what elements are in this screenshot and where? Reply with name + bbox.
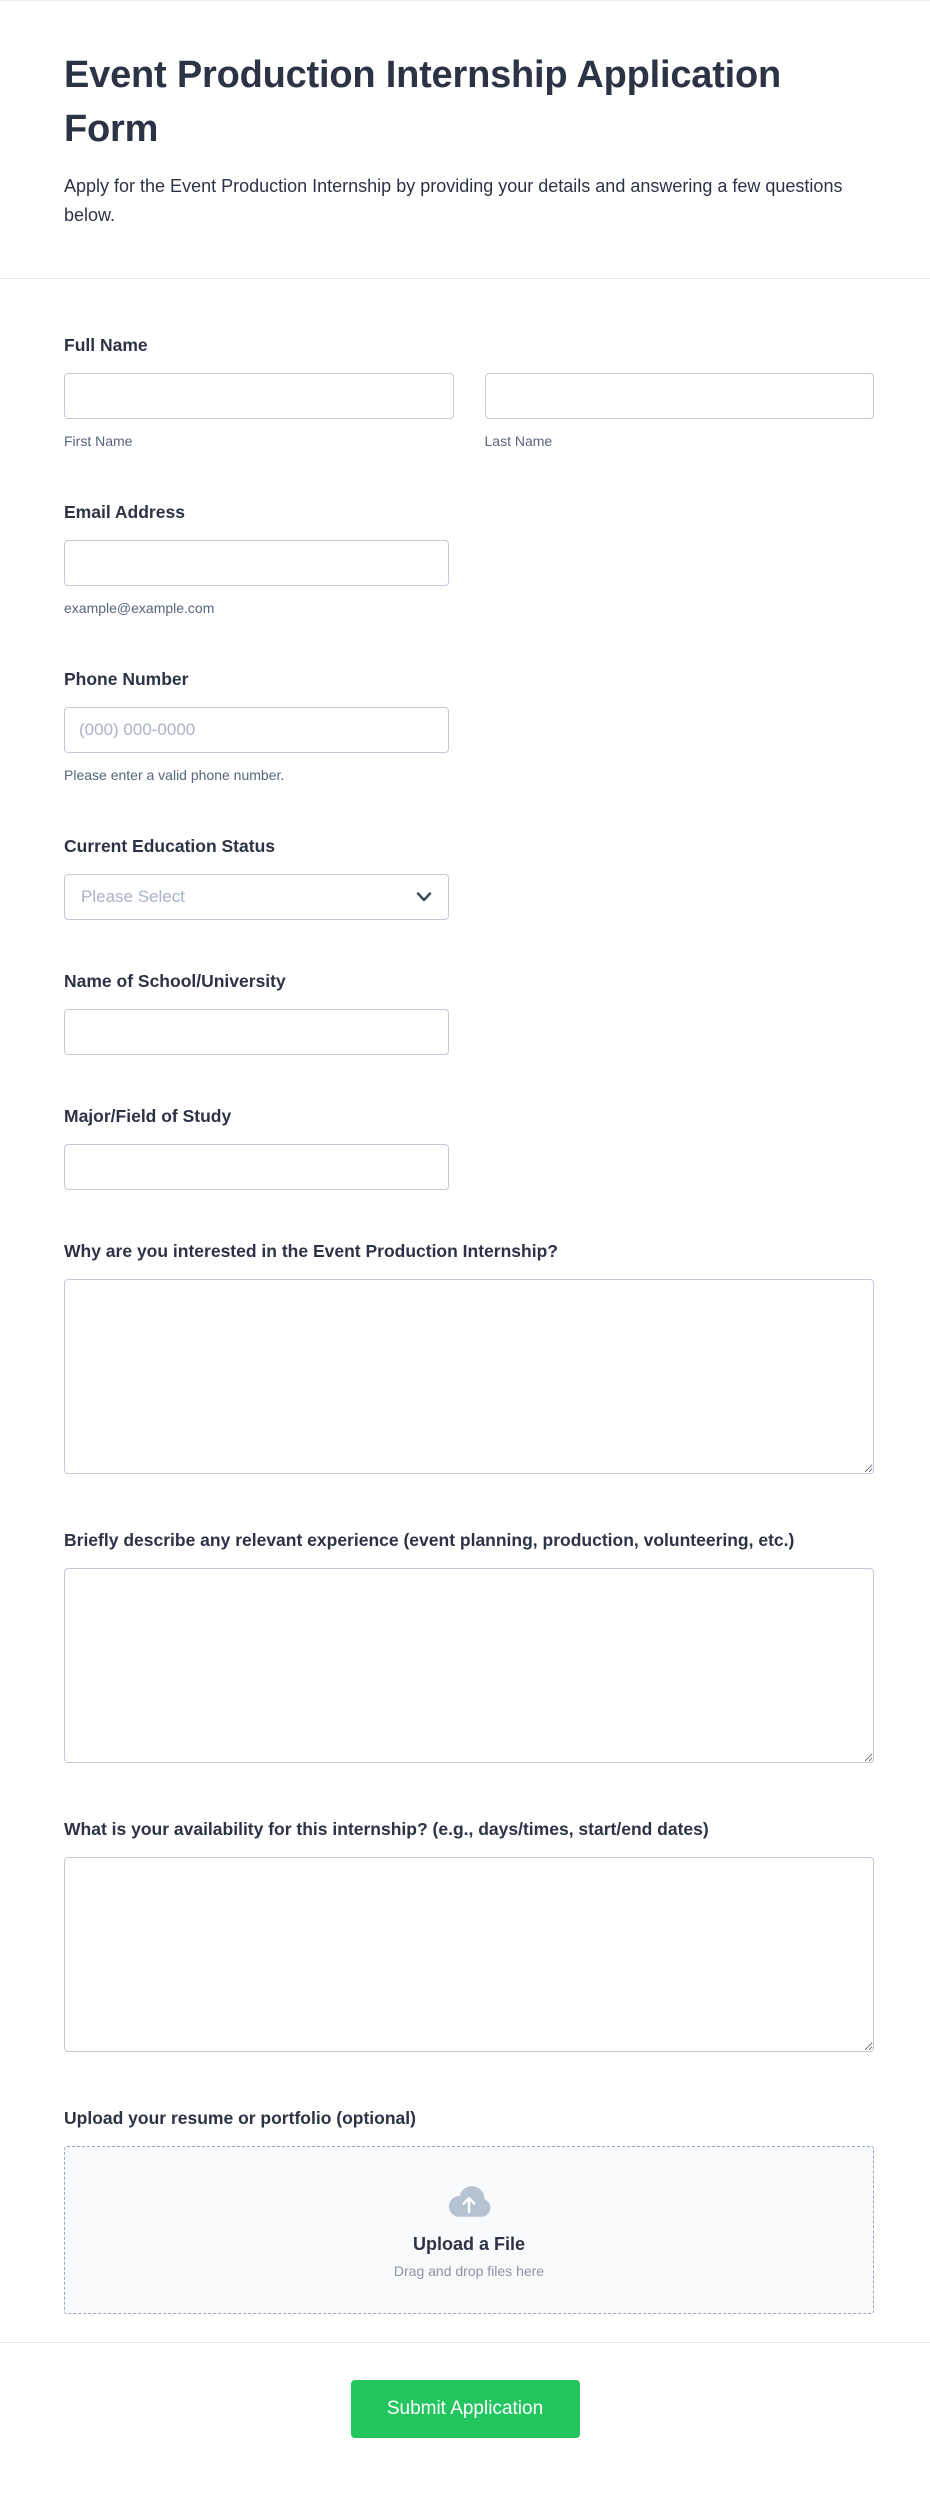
upload-drag-hint: Drag and drop files here bbox=[393, 2262, 545, 2279]
major-input[interactable] bbox=[64, 1144, 449, 1190]
education-status-select[interactable] bbox=[64, 874, 449, 920]
availability-label: What is your availability for this internship? (e.g., days/times, start/end dates) bbox=[64, 1819, 709, 1839]
question-school bbox=[64, 967, 874, 1055]
file-upload-dropzone[interactable] bbox=[64, 2146, 874, 2314]
email-sublabel: example@example.com bbox=[64, 600, 215, 616]
last-name-sublabel: Last Name bbox=[484, 433, 553, 449]
last-name-cell bbox=[485, 373, 875, 451]
form-header bbox=[0, 1, 930, 230]
school-input[interactable] bbox=[64, 1009, 449, 1055]
experience-label: Briefly describe any relevant experience (event planning, production, volunteering, etc.) bbox=[64, 1530, 795, 1550]
full-name-label: Full Name bbox=[64, 335, 148, 355]
experience-textarea[interactable] bbox=[64, 1568, 874, 1763]
phone-label: Phone Number bbox=[64, 669, 189, 689]
question-phone bbox=[64, 665, 874, 785]
first-name-input[interactable] bbox=[64, 373, 454, 419]
interest-label: Why are you interested in the Event Production Internship? bbox=[64, 1241, 558, 1261]
question-major bbox=[64, 1102, 874, 1190]
interest-textarea[interactable] bbox=[64, 1279, 874, 1474]
form-description: Apply for the Event Production Internship by providing your details and answering a few questions below. bbox=[64, 176, 843, 225]
phone-input[interactable] bbox=[64, 707, 449, 753]
question-full-name bbox=[64, 331, 874, 451]
major-label: Major/Field of Study bbox=[64, 1106, 232, 1126]
question-interest bbox=[64, 1237, 874, 1479]
submit-application-button[interactable]: Submit Application bbox=[351, 2380, 580, 2438]
cloud-upload-icon bbox=[444, 2182, 494, 2222]
chevron-down-icon bbox=[416, 892, 432, 902]
question-experience bbox=[64, 1526, 874, 1768]
email-input[interactable] bbox=[64, 540, 449, 586]
school-label: Name of School/University bbox=[64, 971, 286, 991]
question-email bbox=[64, 498, 874, 618]
last-name-input[interactable] bbox=[485, 373, 875, 419]
page-title: Event Production Internship Application Form bbox=[64, 54, 782, 150]
education-status-selected-value: Please Select bbox=[81, 887, 185, 906]
form-body bbox=[0, 279, 930, 2314]
upload-file-button-text: Upload a File bbox=[412, 2233, 526, 2254]
full-name-grid bbox=[64, 373, 874, 451]
upload-label: Upload your resume or portfolio (optional) bbox=[64, 2108, 416, 2128]
first-name-cell bbox=[64, 373, 454, 451]
question-availability bbox=[64, 1815, 874, 2057]
question-upload bbox=[64, 2104, 874, 2314]
phone-sublabel: Please enter a valid phone number. bbox=[64, 767, 285, 783]
form-footer bbox=[0, 2343, 930, 2492]
education-status-label: Current Education Status bbox=[64, 836, 275, 856]
question-education-status bbox=[64, 832, 874, 920]
email-label: Email Address bbox=[64, 502, 185, 522]
first-name-sublabel: First Name bbox=[64, 433, 133, 449]
availability-textarea[interactable] bbox=[64, 1857, 874, 2052]
